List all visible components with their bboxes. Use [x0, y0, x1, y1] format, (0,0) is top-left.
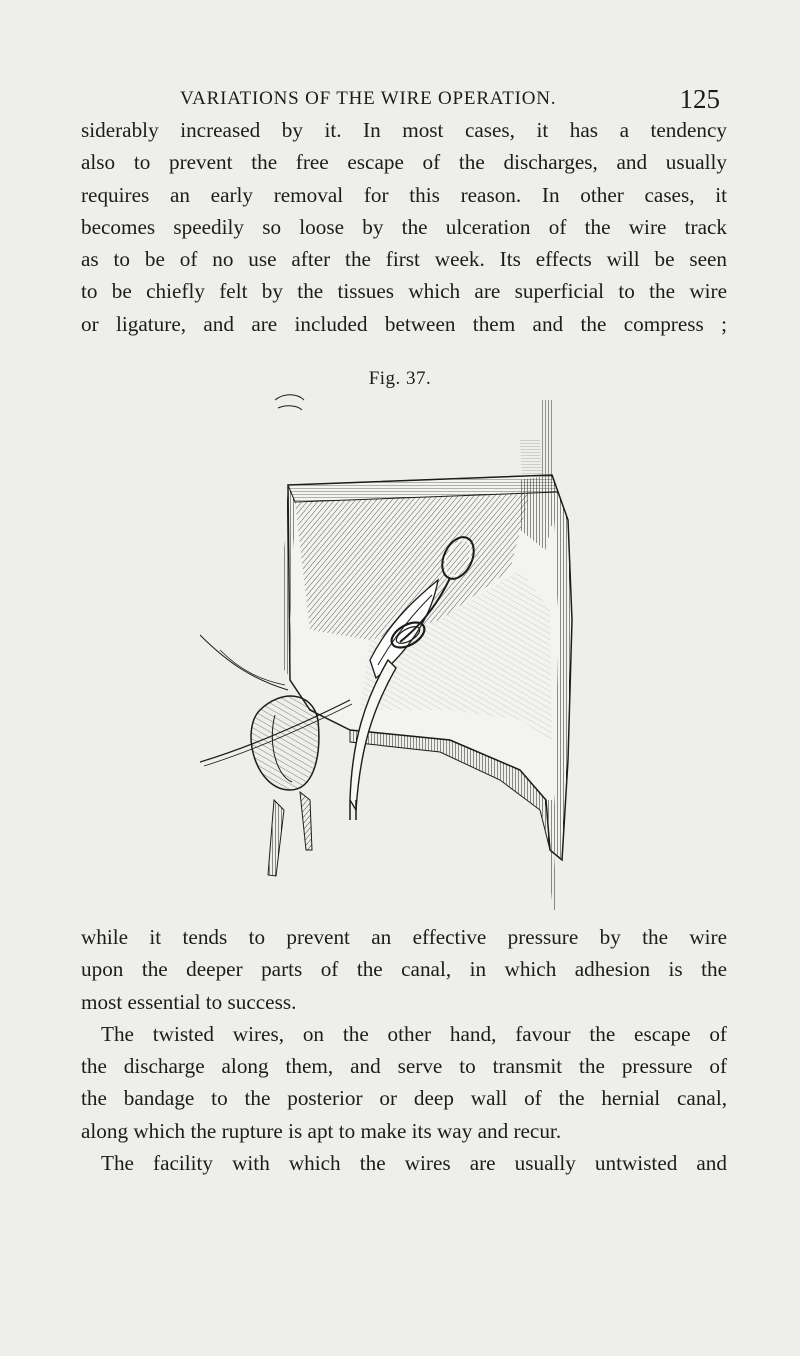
text-line: requires an early removal for this reason. In other cases, it: [81, 182, 727, 207]
figure-caption: Fig. 37.: [368, 368, 432, 389]
text-line: along which the rupture is apt to make its way and recur.: [81, 1118, 562, 1143]
paragraph-top: [81, 114, 727, 340]
text-line: the discharge along them, and serve to transmit the pressure of: [81, 1054, 727, 1079]
anatomical-engraving-icon: [200, 380, 600, 920]
paragraph-bottom: [81, 921, 727, 1179]
text-line: or ligature, and are included between them and the compress ;: [81, 311, 727, 336]
text-line: as to be of no use after the first week. Its effects will be seen: [81, 247, 727, 272]
text-line: also to prevent the free escape of the discharges, and usually: [81, 150, 727, 175]
text-line: while it tends to prevent an effective pressure by the wire: [81, 925, 727, 949]
text-line: The twisted wires, on the other hand, favour the escape of: [101, 1021, 727, 1046]
running-title: VARIATIONS OF THE WIRE OPERATION.: [180, 88, 557, 109]
text-line: the bandage to the posterior or deep wall of the hernial canal,: [81, 1086, 727, 1111]
text-line: to be chiefly felt by the tissues which are superficial to the wire: [81, 279, 727, 304]
text-line: most essential to success.: [81, 989, 297, 1014]
page-number: 125: [679, 84, 720, 114]
text-line: becomes speedily so loose by the ulceration of the wire track: [81, 214, 727, 239]
text-line: siderably increased by it. In most cases, it has a tendency: [81, 118, 727, 142]
text-line: The facility with which the wires are usually untwisted and: [101, 1151, 727, 1176]
text-line: upon the deeper parts of the canal, in which adhesion is the: [81, 957, 727, 982]
